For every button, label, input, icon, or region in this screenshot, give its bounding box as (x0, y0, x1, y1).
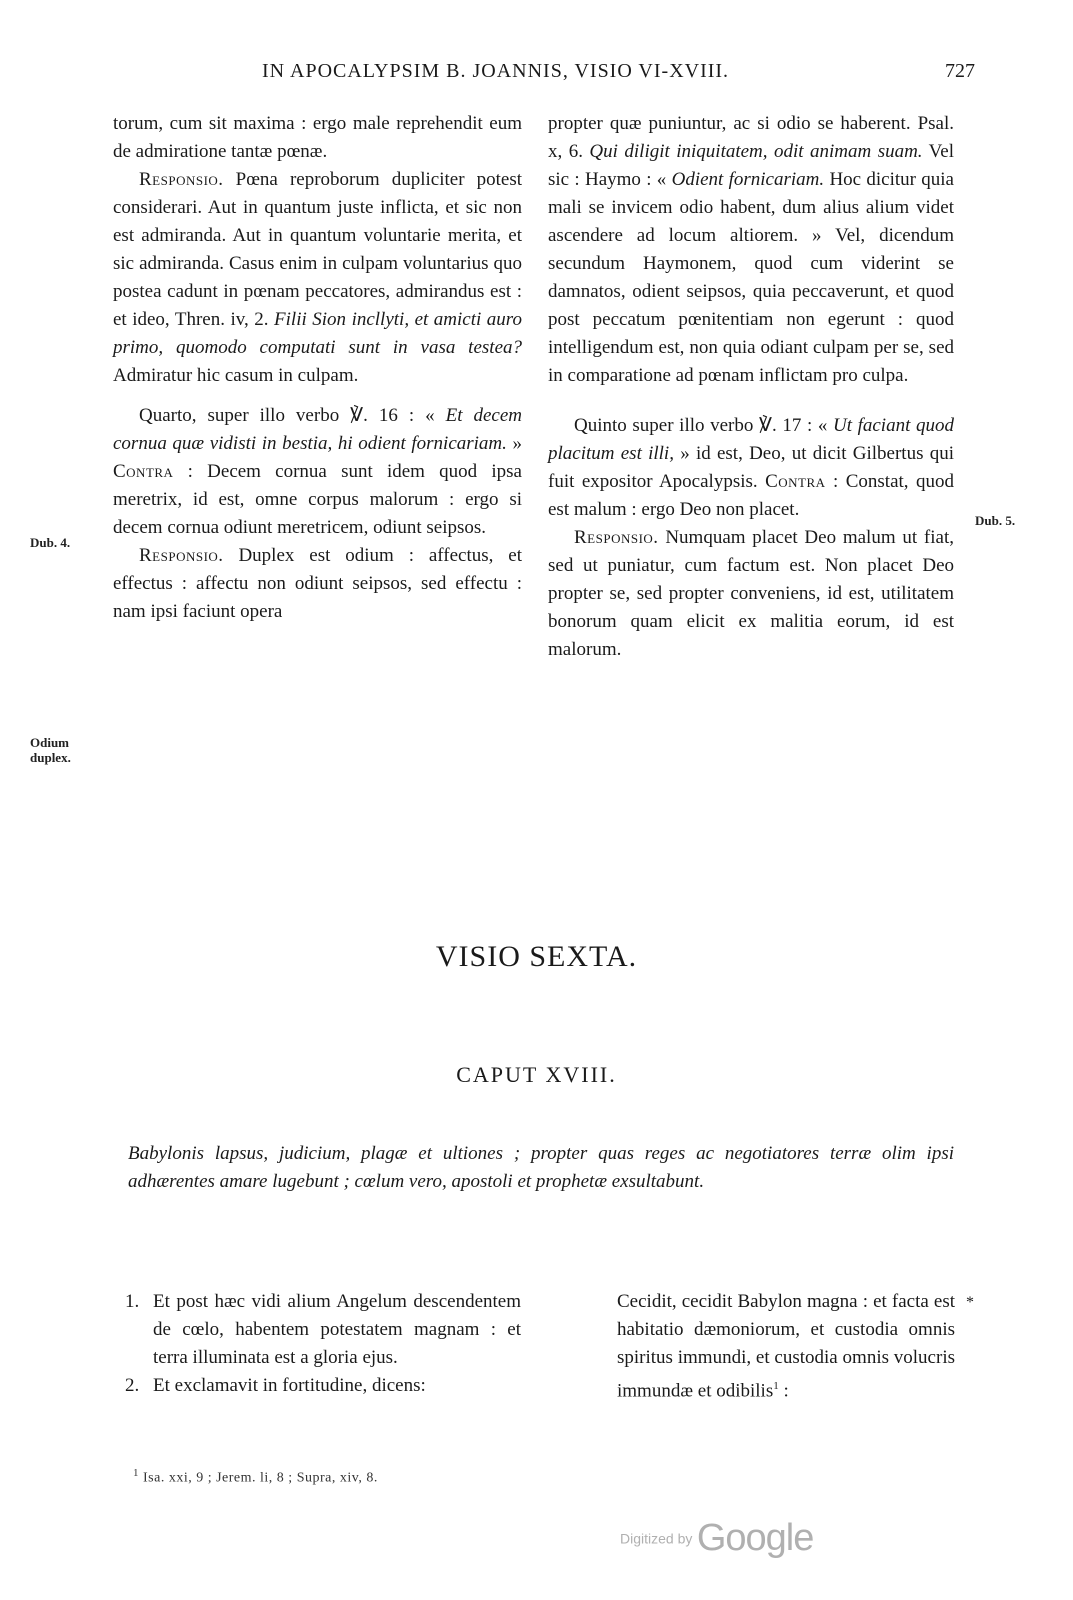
verse-number: 2. (125, 1375, 140, 1396)
margin-note-odium: Odium duplex. (30, 735, 71, 765)
digitized-watermark (620, 1517, 813, 1560)
contra-label: Contra (765, 471, 826, 492)
left-column (113, 110, 522, 626)
scripture-quote: Et decem cornua quæ vidisti in bestia, hi odient fornicariam. (113, 405, 522, 454)
right-column (548, 110, 954, 664)
responsio-label: Responsio. (574, 527, 659, 548)
paragraph: Quarto, super illo verbo ℣. 16 : « Et decem cornua quæ vidisti in bestia, hi odient fornicariam. » Contra : Decem cornua sunt idem quod ipsa meretrix, id est, omne corpus malorum : ergo si decem cornua odiunt meretricem, odiunt seipsos. (113, 405, 523, 538)
paragraph: Responsio. Numquam placet Deo malum ut fiat, sed ut puniatur, cum factum est. Non placet Deo propter se, sed propter conveniens, id est, utilitatem bonorum quam elicit ex malitia eorum, id est malorum. (548, 527, 954, 660)
asterisk-mark: * (966, 1294, 974, 1311)
page-number: 727 (945, 60, 975, 82)
scripture-quote: Odient fornicariam. (671, 169, 825, 190)
google-logo: Google (696, 1517, 814, 1559)
paragraph: Quinto super illo verbo ℣. 17 : « Ut faciant quod placitum est illi, » id est, Deo, ut dicit Gilbertus qui fuit expositor Apocalypsis. Contra : Constat, quod est malum : ergo Deo non placet. (548, 415, 954, 520)
scripture-quote: Ut faciant quod placitum est illi, (548, 415, 954, 464)
margin-note-dub-4: Dub. 4. (30, 535, 71, 550)
digitized-by-text: Digitized by (620, 1530, 693, 1547)
scripture-quote: Filii Sion incllyti, et amicti auro primo, quomodo computati sunt in vasa testea? (113, 309, 522, 358)
responsio-label: Responsio. (139, 169, 224, 190)
running-header: IN APOCALYPSIM B. JOANNIS, VISIO VI-XVIII. (262, 60, 730, 82)
scripture-quote: Qui diligit iniquitatem, odit animam suam. (589, 141, 923, 162)
footnote: $^1$ Isa. xxi, 9 ; Jerem. li, 8 ; Supra, xiv, 8. (133, 1467, 378, 1486)
verses-left (125, 1288, 521, 1400)
verse-number: 1. (125, 1291, 140, 1312)
footnote-ref: 1 (773, 1380, 779, 1392)
contra-label: Contra (113, 461, 174, 482)
verses-right: Cecidit, cecidit Babylon magna : et facta est habitatio dæmoniorum, et custodia omnis spiritus immundi, et custodia omnis volucris immundæ et odibilis$^1$ : (617, 1291, 955, 1402)
verse-2: 2. Et exclamavit in fortitudine, dicens: (125, 1372, 521, 1400)
chapter-summary: Babylonis lapsus, judicium, plagæ et ultiones ; propter quas reges ac negotiatores terræ olim ipsi adhærentes amare lugebunt ; cœlum vero, apostoli et prophetæ exsultabunt. (128, 1143, 954, 1192)
section-heading: VISIO SEXTA. (435, 940, 638, 973)
paragraph: propter quæ puniuntur, ac si odio se haberent. Psal. x, 6. Qui diligit iniquitatem, odit animam suam. Vel sic : Haymo : « Odient fornicariam. Hoc dicitur quia mali se invicem odio habent, dum alius alium videt ascendere ad locum altiorem. » Vel, dicendum secundum Haymonem, quod cum viderint se damnatos, odient seipsos, quia peccaverunt, et quod post peccatum pœnitentiam non egerunt : quod intelligendum est, non quia odiant culpam per se, sed in comparatione ad pœnam inflictam pro culpa. (548, 113, 955, 386)
chapter-heading: CAPUT XVIII. (456, 1062, 617, 1087)
paragraph: Responsio. Duplex est odium : affectus, et effectus : affectu non odiunt seipsos, sed effectu : nam ipsi faciunt opera (113, 545, 522, 622)
verse-1: 1. Et post hæc vidi alium Angelum descendentem de cœlo, habentem potestatem magnam : et terra illuminata est a gloria ejus. (125, 1288, 521, 1372)
responsio-label: Responsio. (139, 545, 224, 566)
margin-note-dub-5: Dub. 5. (975, 513, 1016, 528)
paragraph: torum, cum sit maxima : ergo male reprehendit eum de admiratione tantæ pœnæ. (113, 113, 522, 162)
paragraph: Responsio. Pœna reproborum dupliciter potest considerari. Aut in quantum juste inflicta, et sic non est admiranda. Aut in quantum voluntarie merita, et sic admiranda. Casus enim in culpam voluntarius quo postea cadunt in pœnam peccatores, admirandus est : et ideo, Thren. iv, 2. Filii Sion incllyti, et amicti auro primo, quomodo computati sunt in vasa testea? Admiratur hic casum in culpam. (113, 169, 522, 386)
